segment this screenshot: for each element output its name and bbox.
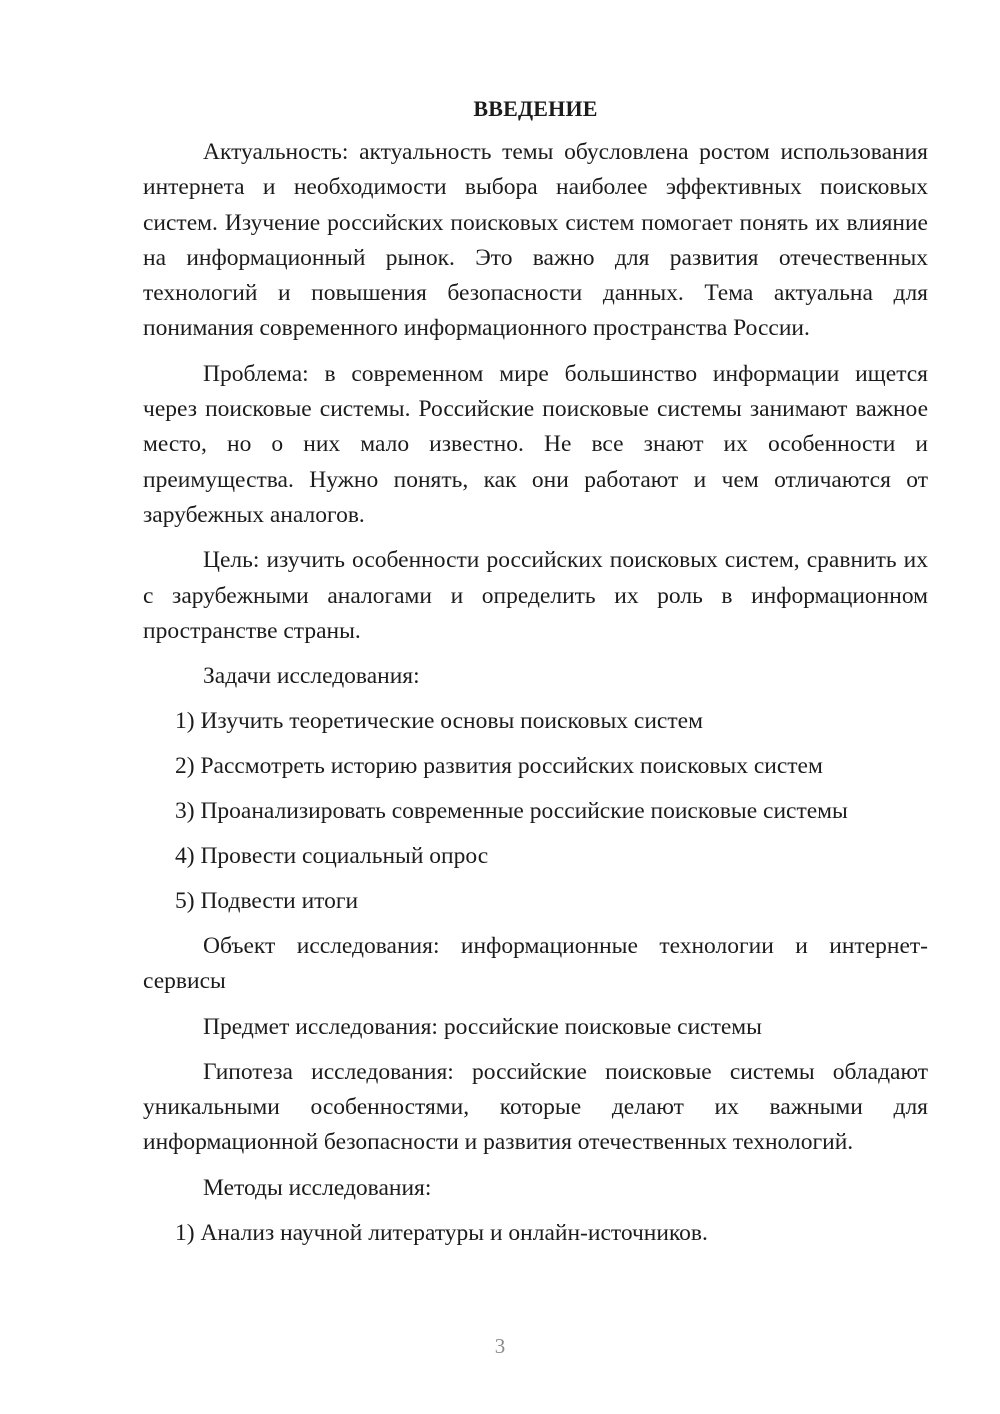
problem-paragraph: Проблема: в современном мире большинство информации ищется через поисковые системы. Российские поисковые системы занимают важное место, но о них мало известно. Не все знают их особенности и преимущества. Нужно понять, как они работают и чем отличаются от зарубежных аналогов. <box>143 360 928 528</box>
subject-paragraph: Предмет исследования: российские поисковые системы <box>203 1013 762 1040</box>
list-item: 5) Подвести итоги <box>175 888 359 915</box>
page-number: 3 <box>494 1334 506 1358</box>
section-title: ВВЕДЕНИЕ <box>473 96 598 121</box>
list-item: 4) Провести социальный опрос <box>175 843 489 870</box>
list-item: 1) Изучить теоретические основы поисковых систем <box>175 708 703 735</box>
methods-heading: Методы исследования: <box>203 1174 432 1201</box>
tasks-list <box>143 704 928 919</box>
list-item: 3) Проанализировать современные российские поисковые системы <box>175 798 848 825</box>
object-paragraph: Объект исследования: информационные технологии и интернет-сервисы <box>143 933 928 995</box>
list-item: 2) Рассмотреть историю развития российских поисковых систем <box>175 753 823 780</box>
page-content <box>143 96 928 1261</box>
list-item: 1) Анализ научной литературы и онлайн-источников. <box>175 1219 708 1246</box>
goal-paragraph: Цель: изучить особенности российских поисковых систем, сравнить их с зарубежными аналогами и определить их роль в информационном пространстве страны. <box>143 547 928 644</box>
tasks-heading: Задачи исследования: <box>203 663 420 690</box>
relevance-paragraph: Актуальность: актуальность темы обусловлена ростом использования интернета и необходимости выбора наиболее эффективных поисковых систем. Изучение российских поисковых систем помогает понять их влияние на информационный рынок. Это важно для развития отечественных технологий и повышения безопасности данных. Тема актуальна для понимания современного информационного пространства России. <box>143 139 928 342</box>
hypothesis-paragraph: Гипотеза исследования: российские поисковые системы обладают уникальными особенностями, которые делают их важными для информационной безопасности и развития отечественных технологий. <box>143 1058 928 1156</box>
methods-list <box>143 1216 928 1251</box>
